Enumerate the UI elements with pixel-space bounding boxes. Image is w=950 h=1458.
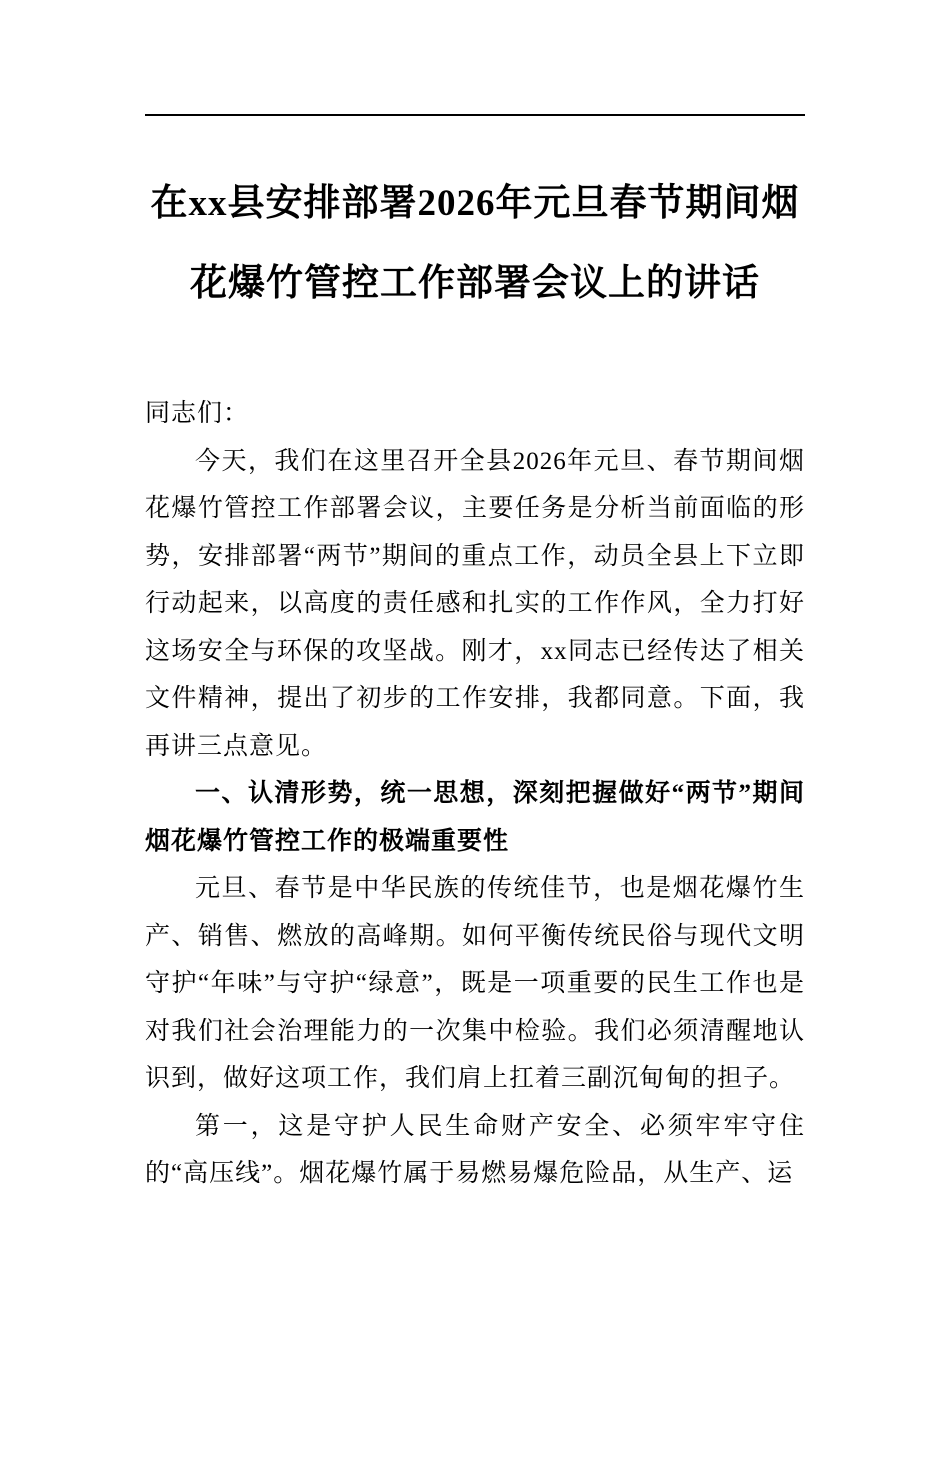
document-body [145,390,805,1198]
paragraph-salutation: 同志们： [145,400,250,427]
paragraph-section1-body: 元旦、春节是中华民族的传统佳节，也是烟花爆竹生产、销售、燃放的高峰期。如何平衡传统民俗与现代文明守护“年味”与守护“绿意”，既是一项重要的民生工作也是对我们社会治理能力的一次集中检验。我们必须清醒地认识到，做好这项工作，我们肩上扛着三副沉甸甸的担子。 [145,875,805,1092]
header-rule [145,114,805,116]
paragraph-intro: 今天，我们在这里召开全县2026年元旦、春节期间烟花爆竹管控工作部署会议，主要任务是分析当前面临的形势，安排部署“两节”期间的重点工作，动员全县上下立即行动起来，以高度的责任感和扎实的工作作风，全力打好这场安全与环保的攻坚战。刚才，xx同志已经传达了相关文件精神，提出了初步的工作安排，我都同意。下面，我再讲三点意见。 [145,447,805,760]
document-title: 在xx县安排部署2026年元旦春节期间烟花爆竹管控工作部署会议上的讲话 [150,183,800,304]
section-heading-1: 一、认清形势，统一思想，深刻把握做好“两节”期间烟花爆竹管控工作的极端重要性 [145,780,805,855]
paragraph-point-1: 第一，这是守护人民生命财产安全、必须牢牢守住的“高压线”。烟花爆竹属于易燃易爆危险品，从生产、运 [145,1112,805,1187]
document-page [0,114,950,1458]
